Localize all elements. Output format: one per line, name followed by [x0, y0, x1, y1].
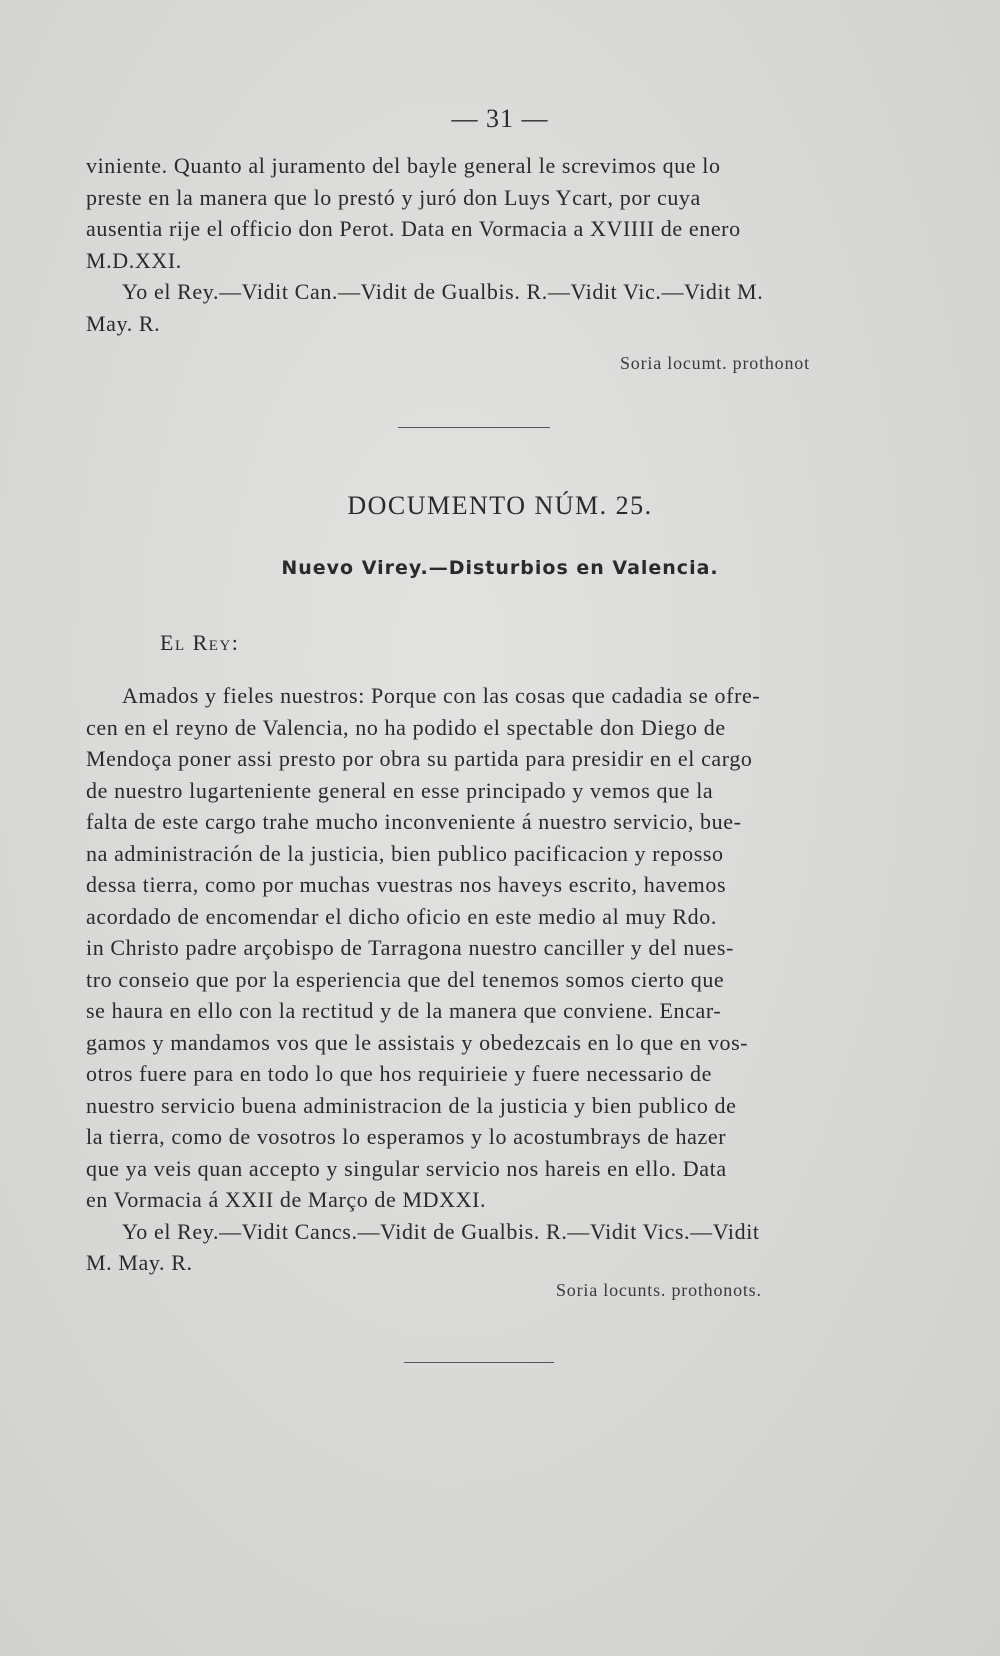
text-line: que ya veis quan accepto y singular servicio nos hareis en ello. Data	[86, 1155, 727, 1181]
text-line: M. May. R.	[86, 1250, 193, 1275]
text-line: May. R.	[86, 310, 161, 336]
letter-body	[86, 680, 866, 1279]
text-line: se haura en ello con la rectitud y de la manera que conviene. Encar-	[86, 998, 722, 1023]
text-line: viniente. Quanto al juramento del bayle general le screvimos que lo	[86, 153, 721, 178]
text-line: otros fuere para en todo lo que hos requirieie y fuere necessario de	[86, 1061, 713, 1086]
text-line: Yo el Rey.—Vidit Can.—Vidit de Gualbis. R.—Vidit Vic.—Vidit M.	[122, 279, 764, 304]
text-line: cen en el reyno de Valencia, no ha podido el spectable don Diego de	[86, 714, 726, 740]
text-line: ausentia rije el officio don Perot. Data en Vormacia a XVIIII de enero	[86, 216, 741, 241]
signature-two: Soria locunts. prothonots.	[556, 1280, 762, 1300]
body-text-continuation	[86, 150, 866, 339]
text-line: nuestro servicio buena administracion de la justicia y bien publico de	[86, 1092, 737, 1118]
text-line: Amados y fieles nuestros: Porque con las cosas que cadadia se ofre-	[122, 683, 761, 708]
text-line: na administración de la justicia, bien publico pacificacion y reposso	[86, 840, 724, 866]
text-line: acordado de encomendar el dicho oficio en este medio al muy Rdo.	[86, 903, 717, 929]
text-line: de nuestro lugarteniente general en esse principado y vemos que la	[86, 777, 714, 803]
text-line: in Christo padre arçobispo de Tarragona nuestro canciller y del nues-	[86, 935, 734, 960]
text-line: M.D.XXI.	[86, 247, 182, 273]
page-number: — 31 —	[451, 104, 549, 133]
text-line: preste en la manera que lo prestó y juró don Luys Ycart, por cuya	[86, 184, 701, 210]
text-line: Mendoça poner assi presto por obra su partida para presidir en el cargo	[86, 746, 753, 771]
text-line: la tierra, como de vosotros lo esperamos y lo acostumbrays de hazer	[86, 1124, 727, 1149]
document-heading: DOCUMENTO NÚM. 25.	[347, 491, 653, 520]
text-line: en Vormacia á XXII de Março de MDXXI.	[86, 1187, 487, 1212]
text-line: gamos y mandamos vos que le assistais y obedezcais en lo que en vos-	[86, 1029, 749, 1055]
text-line: falta de este cargo trahe mucho inconveniente á nuestro servicio, bue-	[86, 809, 742, 834]
signature-one: Soria locumt. prothonot	[620, 353, 810, 373]
section-divider	[398, 427, 550, 428]
end-divider	[404, 1362, 554, 1363]
text-line: Yo el Rey.—Vidit Cancs.—Vidit de Gualbis. R.—Vidit Vics.—Vidit	[122, 1218, 760, 1244]
text-line: dessa tierra, como por muchas vuestras nos haveys escrito, havemos	[86, 872, 727, 897]
salutation: El Rey:	[160, 630, 240, 655]
text-line: tro conseio que por la esperiencia que del tenemos somos cierto que	[86, 966, 725, 992]
document-subtitle: Nuevo Virey.—Disturbios en Valencia.	[281, 557, 719, 579]
